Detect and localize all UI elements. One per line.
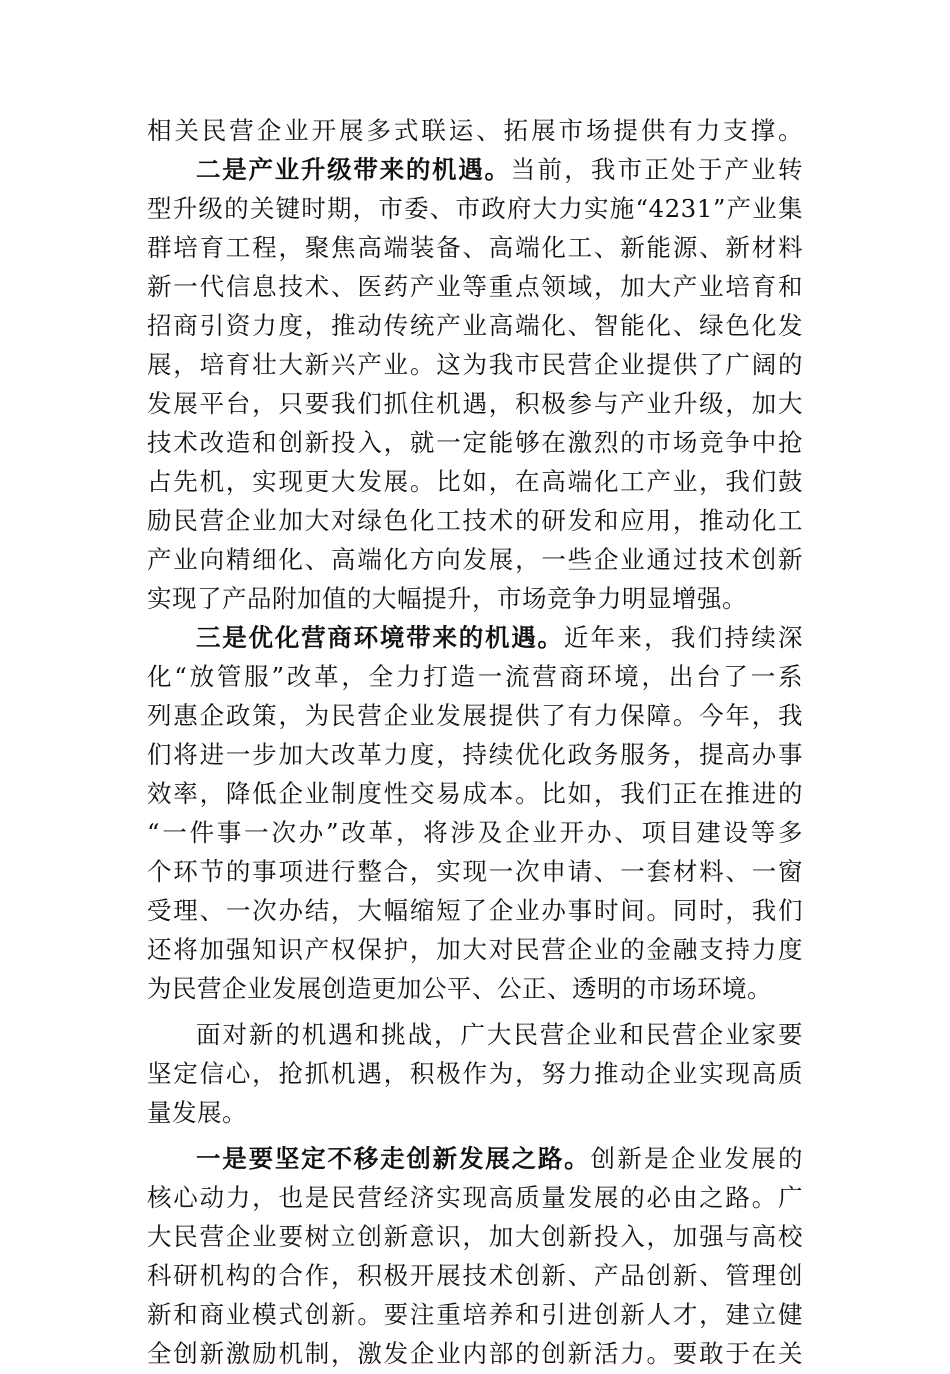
- text-line: “一件事一次办”改革，将涉及企业开办、项目建设等多: [147, 818, 803, 847]
- text-line: 新和商业模式创新。要注重培养和引进创新人才，建立健: [147, 1300, 803, 1329]
- text-line: 核心动力，也是民营经济实现高质量发展的必由之路。广: [147, 1183, 803, 1212]
- text-line: 群培育工程，聚焦高端装备、高端化工、新能源、新材料: [147, 233, 803, 262]
- text-line: 展，培育壮大新兴产业。这为我市民营企业提供了广阔的: [147, 350, 803, 379]
- text-line: 实现了产品附加值的大幅提升，市场竞争力明显增强。: [147, 584, 747, 613]
- text-line: 相关民营企业开展多式联运、拓展市场提供有力支撑。: [147, 116, 803, 145]
- text-line: 为民营企业发展创造更加公平、公正、透明的市场环境。: [147, 974, 772, 1003]
- paragraph-heading-line: 三是优化营商环境带来的机遇。近年来，我们持续深: [196, 623, 804, 652]
- text-line: 效率，降低企业制度性交易成本。比如，我们正在推进的: [147, 779, 803, 808]
- text-line: 占先机，实现更大发展。比如，在高端化工产业，我们鼓: [147, 467, 803, 496]
- text-line: 全创新激励机制，激发企业内部的创新活力。要敢于在关: [147, 1339, 803, 1368]
- text-line: 量发展。: [147, 1098, 247, 1127]
- paragraph-heading: 一是要坚定不移走创新发展之路。: [196, 1144, 591, 1173]
- text-line: 新一代信息技术、医药产业等重点领域，加大产业培育和: [147, 272, 803, 301]
- text-line: 发展平台，只要我们抓住机遇，积极参与产业升级，加大: [147, 389, 803, 418]
- text-line: 产业向精细化、高端化方向发展，一些企业通过技术创新: [147, 545, 803, 574]
- text-line: 大民营企业要树立创新意识，加大创新投入，加强与高校: [147, 1222, 803, 1251]
- text-line: 列惠企政策，为民营企业发展提供了有力保障。今年，我: [147, 701, 803, 730]
- paragraph-heading: 三是优化营商环境带来的机遇。: [196, 623, 564, 652]
- text-line: 受理、一次办结，大幅缩短了企业办事时间。同时，我们: [147, 896, 803, 925]
- text-line: 型升级的关键时期，市委、市政府大力实施“4231”产业集: [147, 194, 803, 223]
- paragraph-heading-line: 二是产业升级带来的机遇。当前，我市正处于产业转: [196, 155, 804, 184]
- text-line: 化“放管服”改革，全力打造一流营商环境，出台了一系: [147, 662, 803, 691]
- text-line: 坚定信心，抢抓机遇，积极作为，努力推动企业实现高质: [147, 1059, 803, 1088]
- paragraph-heading-line: 一是要坚定不移走创新发展之路。创新是企业发展的: [196, 1144, 804, 1173]
- text-line: 个环节的事项进行整合，实现一次申请、一套材料、一窗: [147, 857, 803, 886]
- text-line: 们将进一步加大改革力度，持续优化政务服务，提高办事: [147, 740, 803, 769]
- paragraph-heading: 二是产业升级带来的机遇。: [196, 155, 511, 184]
- text-line: 科研机构的合作，积极开展技术创新、产品创新、管理创: [147, 1261, 803, 1290]
- text-line: 技术改造和创新投入，就一定能够在激烈的市场竞争中抢: [147, 428, 803, 457]
- text-line: 招商引资力度，推动传统产业高端化、智能化、绿色化发: [147, 311, 803, 340]
- text-line: 面对新的机遇和挑战，广大民营企业和民营企业家要: [196, 1020, 803, 1049]
- text-line: 励民营企业加大对绿色化工技术的研发和应用，推动化工: [147, 506, 803, 535]
- text-line: 还将加强知识产权保护，加大对民营企业的金融支持力度: [147, 935, 803, 964]
